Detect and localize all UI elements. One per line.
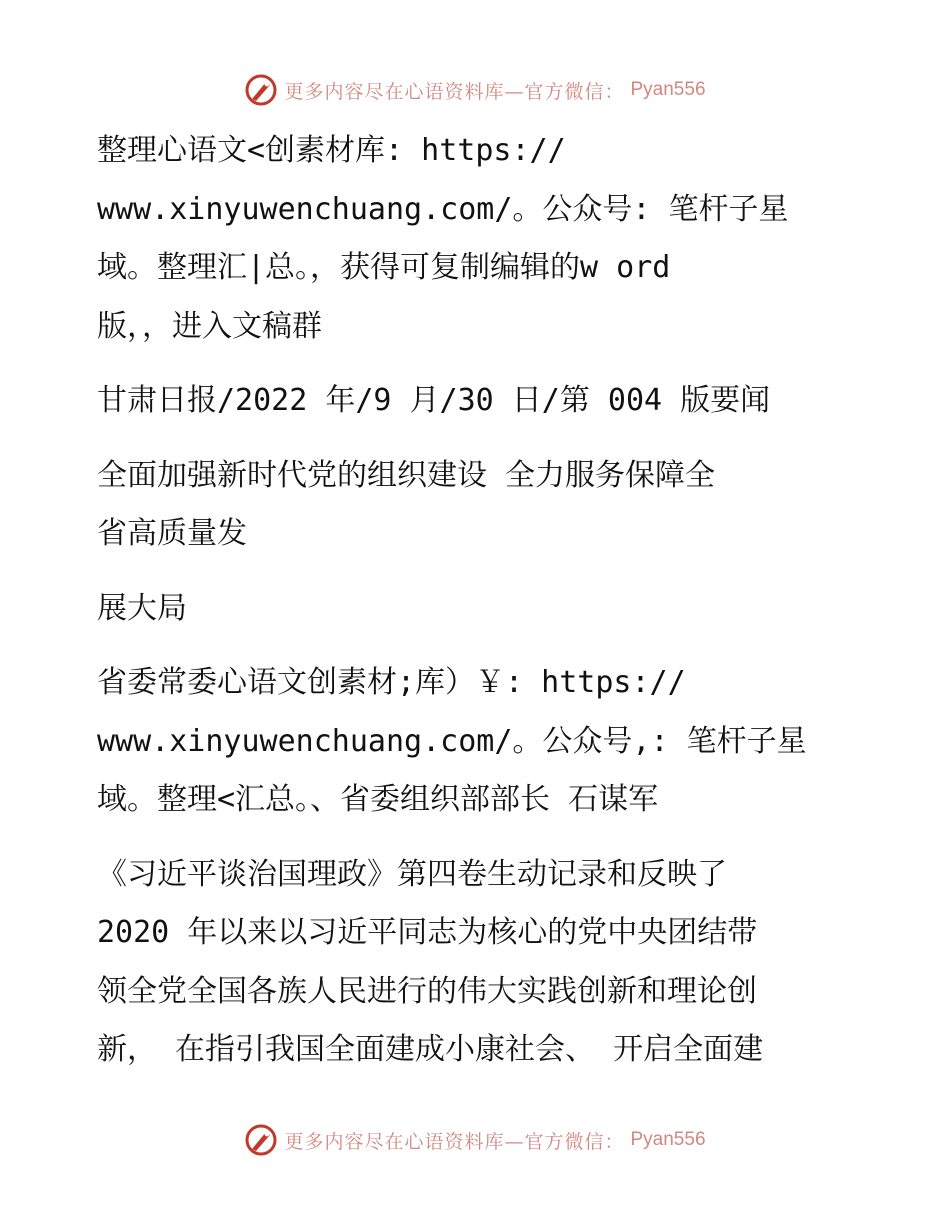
text-line: www.xinyuwenchuang.com/。公众号: 笔杆子星 — [97, 191, 789, 227]
banner-text: 更多内容尽在心语资料库—官方微信： — [284, 80, 625, 103]
text-line: 《习近平谈治国理政》第四卷生动记录和反映了 — [97, 856, 727, 892]
text-line: 展大局 — [97, 590, 187, 626]
text-line: 整理心语文<创素材库: https:// — [97, 133, 566, 168]
text-line: 省高质量发 — [97, 516, 247, 551]
text-line: www.xinyuwenchuang.com/。公众号,: 笔杆子星 — [97, 723, 807, 759]
dateline — [97, 372, 857, 431]
pen-nib-logo-icon — [244, 1123, 278, 1157]
text-line: 新， 在指引我国全面建成小康社会、 开启全面建 — [97, 1032, 764, 1067]
text-line: 领全党全国各族人民进行的伟大实践创新和理论创 — [97, 973, 757, 1009]
text-line: 2020 年以来以习近平同志为核心的党中央团结带 — [97, 915, 758, 950]
intro-paragraph — [97, 122, 857, 356]
text-line: 全面加强新时代党的组织建设 全力服务保障全 — [97, 457, 716, 493]
byline — [97, 654, 857, 830]
text-line: 版，，进入文稿群 — [97, 308, 322, 344]
text-line: 甘肃日报/2022 年/9 月/30 日/第 004 版要闻 — [97, 383, 771, 418]
text-line: 域。整理<汇总。、省委组织部部长 石谋军 — [97, 782, 659, 817]
footer-banner — [0, 1120, 950, 1160]
banner-text: 更多内容尽在心语资料库—官方微信： — [284, 1130, 625, 1153]
wechat-id: Pyan556 — [630, 1129, 706, 1150]
wechat-id: Pyan556 — [630, 79, 706, 100]
header-banner — [0, 70, 950, 110]
pen-nib-logo-icon — [244, 73, 278, 107]
body-paragraph — [97, 846, 857, 1080]
document-body — [97, 122, 857, 1080]
headline-continued — [97, 580, 857, 639]
text-line: 省委常委心语文创素材;库）￥: https:// — [97, 665, 686, 700]
headline — [97, 447, 857, 564]
text-line: 域。整理汇|总。，获得可复制编辑的w ord — [97, 250, 671, 285]
